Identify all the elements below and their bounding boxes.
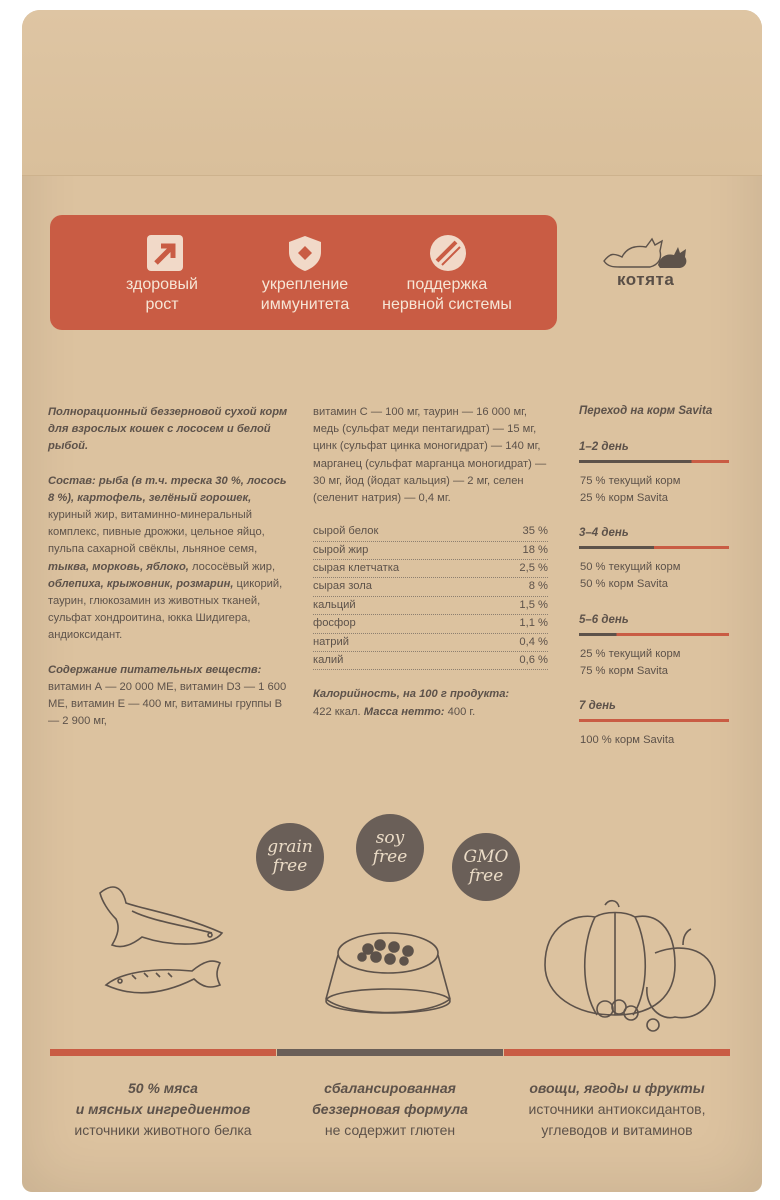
analysis-value: 0,6 % [519, 653, 548, 666]
footer-vegetables: овощи, ягоды и фрукты источники антиоксидантов, углеводов и витаминов [528, 1080, 706, 1138]
analysis-value: 2,5 % [519, 562, 548, 574]
analysis-value: 1,5 % [519, 598, 548, 611]
analysis-row [313, 652, 548, 670]
nutrients-label: Содержание питательных веществ: [48, 663, 262, 676]
pumpkin-apple-illustration [535, 895, 725, 1035]
analysis-name: кальций [313, 598, 356, 611]
fish-illustration [92, 875, 232, 1015]
food-bowl-illustration [318, 925, 458, 1020]
analysis-value: 1,1 % [519, 617, 548, 630]
day-ratio-text: 75 % корм Savita [580, 665, 668, 677]
analysis-row [313, 615, 548, 633]
soy-free-badge: soy free [356, 814, 424, 882]
day-ratio-text: 50 % корм Savita [580, 578, 668, 590]
package-seal-area [22, 10, 762, 176]
analysis-name: фосфор [313, 617, 356, 630]
footer-bar-formula [277, 1049, 503, 1056]
day-ratio-text: 50 % текущий корм [580, 561, 681, 573]
day-ratio-bar [579, 719, 729, 722]
analysis-name: калий [313, 653, 344, 666]
analysis-value: 0,4 % [519, 635, 548, 648]
pill-icon [428, 233, 468, 273]
target-age-label: котята [617, 270, 675, 289]
analysis-row [313, 578, 548, 596]
analysis-name: сырой белок [313, 525, 379, 538]
grain-free-badge: grain free [256, 823, 324, 891]
analysis-value: 35 % [522, 525, 548, 538]
arrow-up-right-icon [145, 233, 185, 273]
footer-formula: сбалансированная беззерновая формула не содержит глютен [312, 1080, 468, 1138]
footer-meat: 50 % мяса и мясных ингредиентов источники животного белка [74, 1080, 252, 1138]
day-title: 5–6 день [579, 614, 629, 626]
calories-line: 422 ккал. Масса нетто: 400 г. [313, 705, 476, 718]
day-title: 7 день [579, 700, 616, 712]
day-title: 3–4 день [579, 527, 629, 539]
cats-silhouette-icon [600, 223, 695, 273]
day-ratio-bar [579, 460, 729, 463]
shield-icon [285, 233, 325, 273]
transition-title: Переход на корм Savita [579, 405, 713, 417]
day-ratio-bar [579, 546, 729, 549]
analysis-table [313, 523, 548, 670]
day-ratio-bar [579, 633, 729, 636]
analysis-value: 8 % [528, 580, 548, 593]
vitamins-and-analysis [313, 404, 548, 721]
benefit-immunity: укрепление иммунитета [260, 276, 350, 313]
analysis-name: сырая клетчатка [313, 562, 400, 574]
analysis-row [313, 542, 548, 560]
day-title: 1–2 день [579, 441, 629, 453]
composition-text: Состав: рыба (в т.ч. треска 30 %, лосось 8 %), картофель, зелёный горошек, куриный жир, витаминно-минеральный комплекс, пивные дрожжи, цельное яйцо, пульпа сахарной свёклы, льняное семя, тыква, морковь, яблоко, лососёвый жир, облепиха, крыжовник, розмарин, цикорий, таурин, глюкозамин из животных тканей, сульфат хондроитина, юкка Шидигера, андиоксидант. [48, 474, 287, 642]
benefit-growth: здоровый рост [126, 276, 198, 313]
product-description: Полнорационный беззерновой сухой корм для взрослых кошек с лососем и белой рыбой. Состав: рыба (в т.ч. треска 30 %, лосось 8 %), картофель, зелёный горошек, куриный жир, витаминно-минеральный комплекс, пивные дрожжи, цельное яйцо, пульпа сахарной свёклы, льняное семя, тыква, морковь, яблоко, лососёвый жир, облепиха, крыжовник, розмарин, цикорий, таурин, глюкозамин из животных тканей, сульфат хондроитина, юкка Шидигера, андиоксидант. Содержание питательных веществ: витамин А — 20 000 МЕ, витамин D3 — 1 600 МЕ, витамин Е — 400 мг, витамины группы В — 2 900 мг, [48, 404, 288, 730]
calories-label: Калорийность, на 100 г продукта: [313, 688, 510, 701]
analysis-name: натрий [313, 635, 349, 648]
day-ratio-text: 25 % текущий корм [580, 648, 681, 660]
nutrients-text: витамин А — 20 000 МЕ, витамин D3 — 1 600 МЕ, витамин Е — 400 мг, витамины группы В — 2 900 мг, [48, 680, 287, 728]
gmo-free-badge: GMO free [452, 833, 520, 901]
day-ratio-text: 25 % корм Savita [580, 492, 668, 504]
analysis-row [313, 560, 548, 578]
analysis-row [313, 597, 548, 615]
benefits-banner [50, 215, 557, 330]
analysis-value: 18 % [522, 543, 548, 556]
analysis-row [313, 523, 548, 541]
day-ratio-text: 75 % текущий корм [580, 475, 681, 487]
analysis-row [313, 634, 548, 652]
footer-bar-meat [50, 1049, 276, 1056]
vitamins-text: витамин С — 100 мг, таурин — 16 000 мг, медь (сульфат меди пентагидрат) — 15 мг, цинк (сульфат цинка моногидрат) — 140 мг, марганец (сульфат марганца моногидрат) — 30 мг, йод (йодат кальция) — 2 мг, селен (селенит натрия) — 0,4 мг. [313, 406, 547, 505]
analysis-name: сырая зола [313, 580, 372, 593]
day-ratio-text: 100 % корм Savita [580, 734, 675, 746]
footer-bar-vegetables [504, 1049, 730, 1056]
benefit-nervous-system: поддержка нервной системы [382, 276, 512, 313]
analysis-name: сырой жир [313, 543, 369, 556]
